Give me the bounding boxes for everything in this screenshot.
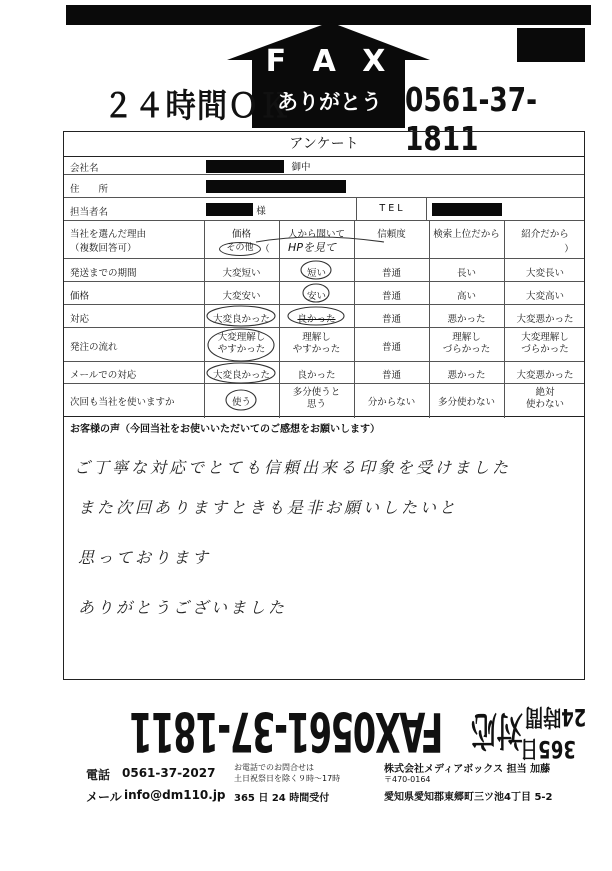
mail-label: メール xyxy=(86,790,122,804)
company-label: 会社名 xyxy=(70,163,99,174)
mirrored-365-text: 365日 xyxy=(520,735,576,763)
mirrored-taiou-text: 対応 xyxy=(471,707,523,753)
tel-label: 電話 xyxy=(86,768,111,782)
phone-note-2: 土日祝祭日を除く９時〜17時 xyxy=(234,774,341,783)
price-opt-5: 大変高い xyxy=(525,291,564,302)
shipping-opt-5: 大変長い xyxy=(525,268,564,279)
reason-option-referral: 人から聞いて xyxy=(287,229,345,240)
reuse-opt-3: 分からない xyxy=(367,397,416,408)
response-opt-3: 普通 xyxy=(381,314,401,325)
email-opt-1-circled: 大変良かった xyxy=(212,370,270,381)
email-opt-5: 大変悪かった xyxy=(516,370,574,381)
reason-option-introduction: 紹介だから xyxy=(521,229,569,240)
survey-table xyxy=(63,131,585,417)
comment-line-2: また次回ありますときも是非お願いしたいと xyxy=(78,498,459,517)
response-opt-5: 大変悪かった xyxy=(516,314,574,325)
reuse-opt-1-circled: 使う xyxy=(231,397,251,408)
address-label: 住 所 xyxy=(70,184,109,195)
reuse-opt-2: 多分使うと 思う xyxy=(292,387,341,410)
mirrored-fax-number xyxy=(82,700,444,766)
company-suffix: 御中 xyxy=(291,162,311,173)
price-opt-4: 高い xyxy=(456,291,476,302)
shipping-opt-3: 普通 xyxy=(381,268,401,279)
reason-other-close: ） xyxy=(564,244,574,255)
comment-line-1: ご丁寧な対応でとても信頼出来る印象を受けました xyxy=(74,458,512,477)
reception-hours: 365 日 24 時間受付 xyxy=(234,793,330,804)
person-label: 担当者名 xyxy=(70,207,109,218)
shipping-opt-2-circled: 短い xyxy=(306,268,326,279)
mirrored-taiou xyxy=(471,700,523,766)
email-opt-3: 普通 xyxy=(381,370,401,381)
reason-other-circled: その他 xyxy=(219,242,261,256)
response-opt-4: 悪かった xyxy=(447,314,486,325)
reason-other-open: （ xyxy=(260,244,270,255)
shipping-label: 発送までの期間 xyxy=(70,268,137,279)
tel-number: 0561-37-2027 xyxy=(122,766,216,780)
header-fax-title: F A X xyxy=(265,44,394,79)
mirrored-24-text: 24時間 xyxy=(525,703,587,731)
mail-address: info@dm110.jp xyxy=(124,788,226,802)
reason-other-handwritten: HPを見て xyxy=(288,241,336,254)
email-opt-4: 悪かった xyxy=(447,370,486,381)
reason-option-trust: 信頼度 xyxy=(377,229,406,240)
order-flow-opt-5: 大変理解し づらかった xyxy=(521,332,569,355)
header-thanks-text: ありがとう xyxy=(277,90,382,114)
reuse-opt-4: 多分使わない xyxy=(437,397,495,408)
person-suffix: 様 xyxy=(256,206,266,217)
order-flow-opt-4: 理解し づらかった xyxy=(442,332,491,355)
order-flow-label: 発注の流れ xyxy=(70,342,118,353)
shipping-opt-4: 長い xyxy=(456,268,476,279)
price-opt-3: 普通 xyxy=(381,291,401,302)
phone-note-1: お電話でのお問合せは xyxy=(234,763,314,772)
reason-label: 当社を選んだ理由 xyxy=(70,229,147,240)
comments-heading: お客様の声（今回当社をお使いいただいてのご感想をお願いします） xyxy=(70,424,380,435)
email-opt-2: 良かった xyxy=(297,370,336,381)
header-fax-number: 0561-37-1811 xyxy=(405,80,538,158)
response-opt-2-struck: 良かった xyxy=(297,314,336,325)
email-response-label: メールでの対応 xyxy=(70,370,137,381)
header-24h-text: ２４時間ＯＫ xyxy=(103,86,291,125)
order-flow-opt-2: 理解し やすかった xyxy=(292,332,341,355)
reason-sub-label: （複数回答可） xyxy=(70,243,137,254)
handwritten-circles xyxy=(64,132,586,418)
reason-option-price: 価格 xyxy=(231,229,251,240)
reuse-label: 次回も当社を使いますか xyxy=(70,397,175,408)
comments-box xyxy=(63,417,585,680)
company-name: 株式会社メディアボックス 担当 加藤 xyxy=(384,764,551,775)
response-label: 対応 xyxy=(70,314,90,325)
tel-label: T E L xyxy=(379,203,403,214)
reason-option-search: 検索上位だから xyxy=(433,229,500,240)
price-opt-2-circled: 安い xyxy=(306,291,326,302)
comment-line-4: ありがとうございました xyxy=(78,598,288,617)
survey-title: アンケート xyxy=(64,132,584,157)
price-opt-1: 大変安い xyxy=(222,291,261,302)
order-flow-opt-1-circled: 大変理解し やすかった xyxy=(217,332,266,355)
response-opt-1-circled: 大変良かった xyxy=(212,314,270,325)
price-label: 価格 xyxy=(70,291,90,302)
reuse-opt-5: 絶対 使わない xyxy=(525,387,564,410)
mirrored-fax-text: FAX0561-37-1811 xyxy=(130,700,444,763)
comment-line-3: 思っております xyxy=(78,548,212,567)
postal-code: 〒470-0164 xyxy=(384,775,431,784)
shipping-opt-1: 大変短い xyxy=(222,268,261,279)
order-flow-opt-3: 普通 xyxy=(381,342,401,353)
company-address: 愛知県愛知郡東郷町三ツ池4丁目 5-2 xyxy=(384,792,553,803)
